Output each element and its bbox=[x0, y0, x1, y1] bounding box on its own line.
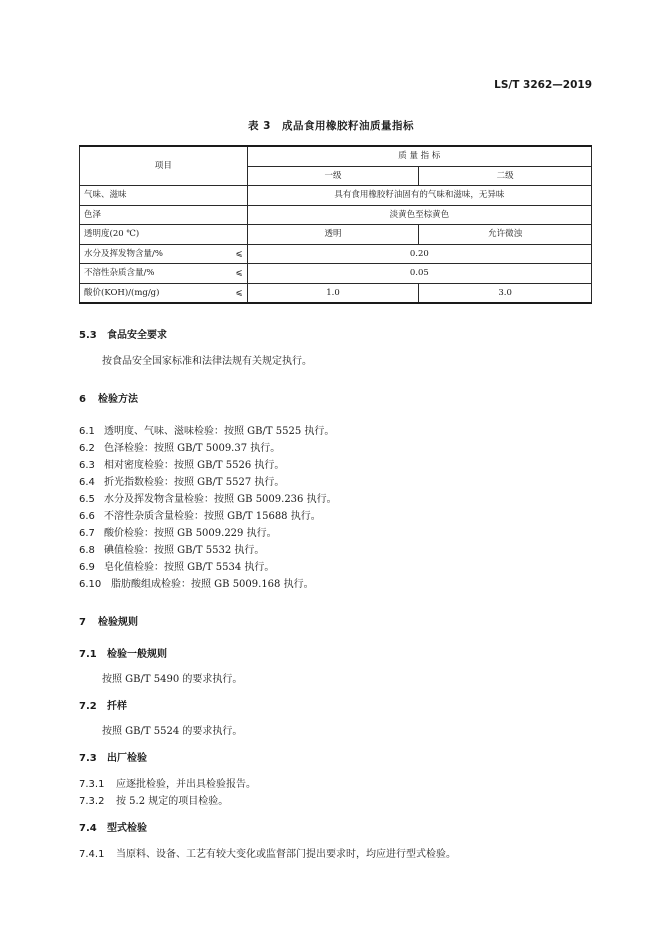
method-item: 6.2 色泽检验：按照 GB/T 5009.37 执行。 bbox=[79, 443, 281, 454]
header-grade-1: 一级 bbox=[247, 166, 419, 186]
section-7-4-heading: 7.4 型式检验 bbox=[79, 823, 147, 834]
section-7-1-heading: 7.1 检验一般规则 bbox=[79, 649, 167, 660]
table-row bbox=[80, 283, 592, 303]
row-grade-2: 3.0 bbox=[419, 283, 592, 303]
method-item: 6.7 酸价检验：按照 GB 5009.229 执行。 bbox=[79, 528, 277, 539]
section-5-3-heading: 5.3 食品安全要求 bbox=[79, 330, 167, 341]
section-7-2-text: 按照 GB/T 5524 的要求执行。 bbox=[102, 726, 243, 737]
table-row bbox=[80, 205, 592, 225]
row-value: 0.05 bbox=[247, 264, 591, 284]
section-7-1-text: 按照 GB/T 5490 的要求执行。 bbox=[102, 674, 243, 685]
table-row bbox=[80, 264, 592, 284]
row-value: 具有食用橡胶籽油固有的气味和滋味，无异味 bbox=[247, 186, 591, 206]
header-grade-2: 二级 bbox=[419, 166, 592, 186]
method-item: 6.3 相对密度检验：按照 GB/T 5526 执行。 bbox=[79, 460, 285, 471]
table-title: 表 3 成品食用橡胶籽油质量指标 bbox=[248, 120, 414, 132]
table-row bbox=[80, 186, 592, 206]
row-item: 水分及挥发物含量/% ⩽ bbox=[80, 244, 248, 264]
row-item: 透明度(20 ℃) bbox=[80, 225, 248, 245]
less-equal-symbol: ⩽ bbox=[235, 287, 243, 298]
method-item: 6.9 皂化值检验：按照 GB/T 5534 执行。 bbox=[79, 562, 275, 573]
method-item: 6.6 不溶性杂质含量检验：按照 GB/T 15688 执行。 bbox=[79, 511, 321, 522]
row-item: 不溶性杂质含量/% ⩽ bbox=[80, 264, 248, 284]
method-item: 6.8 碘值检验：按照 GB/T 5532 执行。 bbox=[79, 545, 265, 556]
row-grade-1: 1.0 bbox=[247, 283, 419, 303]
section-7-heading: 7 检验规则 bbox=[79, 617, 138, 628]
table-row bbox=[80, 225, 592, 245]
section-5-3-text: 按食品安全国家标准和法律法规有关规定执行。 bbox=[102, 356, 312, 367]
section-7-3-heading: 7.3 出厂检验 bbox=[79, 753, 147, 764]
inspection-item: 7.4.1 当原料、设备、工艺有较大变化或监督部门提出要求时，均应进行型式检验。 bbox=[79, 849, 456, 860]
row-grade-2: 允许微浊 bbox=[419, 225, 592, 245]
row-grade-1: 透明 bbox=[247, 225, 419, 245]
inspection-item: 7.3.2 按 5.2 规定的项目检验。 bbox=[79, 796, 229, 807]
row-item: 气味、滋味 bbox=[80, 186, 248, 206]
method-item: 6.5 水分及挥发物含量检验：按照 GB 5009.236 执行。 bbox=[79, 494, 337, 505]
quality-index-table bbox=[79, 145, 592, 304]
header-quality-index: 质 量 指 标 bbox=[247, 146, 591, 166]
table-header-row bbox=[80, 146, 592, 166]
header-item: 项目 bbox=[80, 146, 248, 186]
row-item: 色泽 bbox=[80, 205, 248, 225]
table-row bbox=[80, 244, 592, 264]
method-item: 6.10 脂肪酸组成检验：按照 GB 5009.168 执行。 bbox=[79, 579, 314, 590]
row-value: 0.20 bbox=[247, 244, 591, 264]
standard-code: LS/T 3262—2019 bbox=[494, 79, 592, 91]
section-7-2-heading: 7.2 扦样 bbox=[79, 701, 127, 712]
row-item: 酸价(KOH)/(mg/g) ⩽ bbox=[80, 283, 248, 303]
less-equal-symbol: ⩽ bbox=[235, 268, 243, 279]
method-item: 6.1 透明度、气味、滋味检验：按照 GB/T 5525 执行。 bbox=[79, 426, 335, 437]
less-equal-symbol: ⩽ bbox=[235, 248, 243, 259]
inspection-item: 7.3.1 应逐批检验，并出具检验报告。 bbox=[79, 779, 256, 790]
row-value: 淡黄色至棕黄色 bbox=[247, 205, 591, 225]
section-6-heading: 6 检验方法 bbox=[79, 394, 138, 405]
method-item: 6.4 折光指数检验：按照 GB/T 5527 执行。 bbox=[79, 477, 285, 488]
